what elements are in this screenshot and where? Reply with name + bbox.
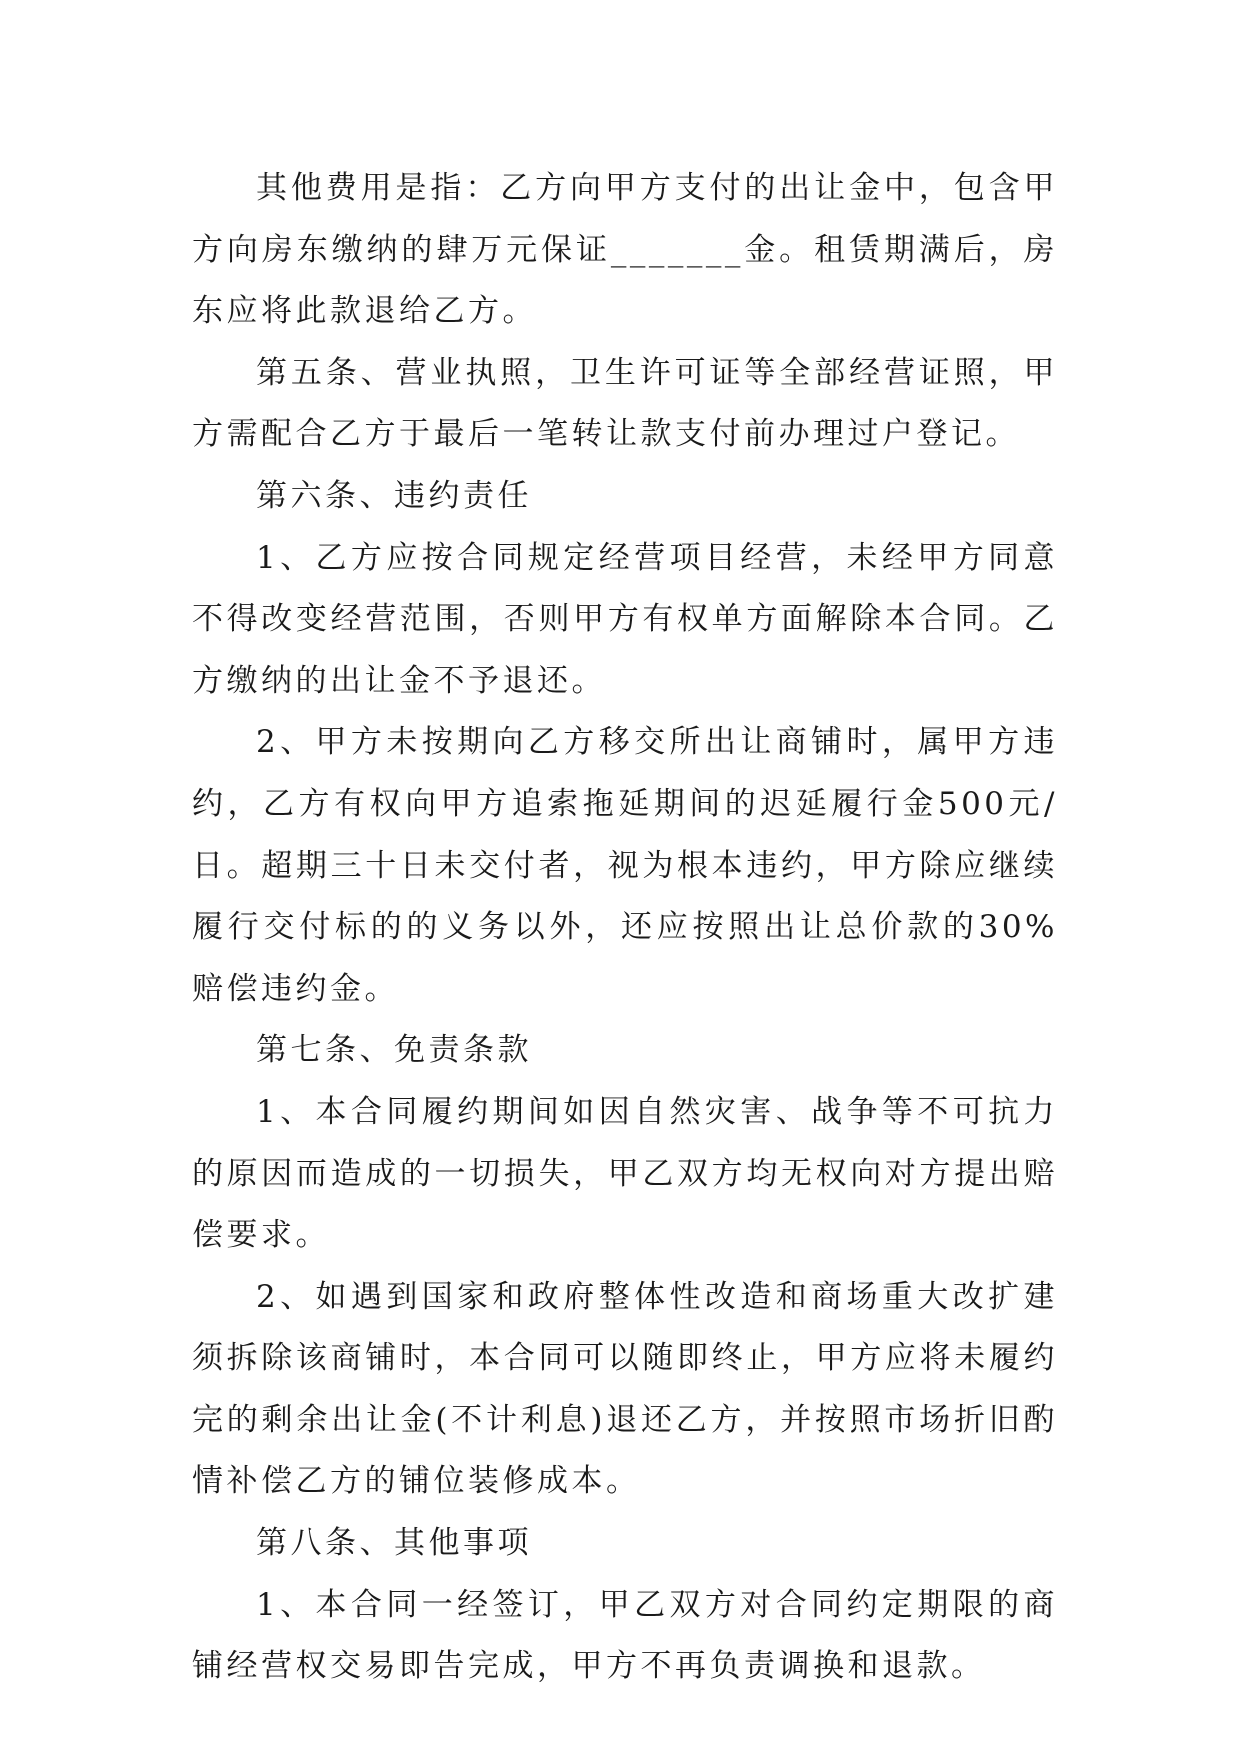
paragraph-article-7-item-2: 2、如遇到国家和政府整体性改造和商场重大改扩建须拆除该商铺时，本合同可以随即终止，甲方应将未履约完的剩余出让金(不计利息)退还乙方，并按照市场折旧酌情补偿乙方的铺位装修成本。 [192, 1278, 1058, 1500]
paragraph-article-7-item-1: 1、本合同履约期间如因自然灾害、战争等不可抗力的原因而造成的一切损失，甲乙双方均无权向对方提出赔偿要求。 [192, 1093, 1058, 1254]
paragraph-article-5: 第五条、营业执照，卫生许可证等全部经营证照，甲方需配合乙方于最后一笔转让款支付前办理过户登记。 [192, 354, 1058, 453]
heading-article-8: 第八条、其他事项 [256, 1525, 532, 1562]
heading-article-6: 第六条、违约责任 [256, 477, 532, 514]
paragraph-other-fees: 其他费用是指：乙方向甲方支付的出让金中，包含甲方向房东缴纳的肆万元保证_______金。租赁期满后，房东应将此款退给乙方。 [192, 170, 1058, 330]
document-body [192, 158, 1058, 1698]
paragraph-article-8-item-1: 1、本合同一经签订，甲乙双方对合同约定期限的商铺经营权交易即告完成，甲方不再负责调换和退款。 [192, 1586, 1058, 1685]
heading-article-7: 第七条、免责条款 [256, 1032, 532, 1069]
paragraph-article-6-item-1: 1、乙方应按合同规定经营项目经营，未经甲方同意不得改变经营范围，否则甲方有权单方面解除本合同。乙方缴纳的出让金不予退还。 [192, 539, 1058, 699]
paragraph-article-6-item-2: 2、甲方未按期向乙方移交所出让商铺时，属甲方违约，乙方有权向甲方追索拖延期间的迟延履行金500元/日。超期三十日未交付者，视为根本违约，甲方除应继续履行交付标的的义务以外，还应按照出让总价款的30%赔偿违约金。 [192, 724, 1058, 1007]
